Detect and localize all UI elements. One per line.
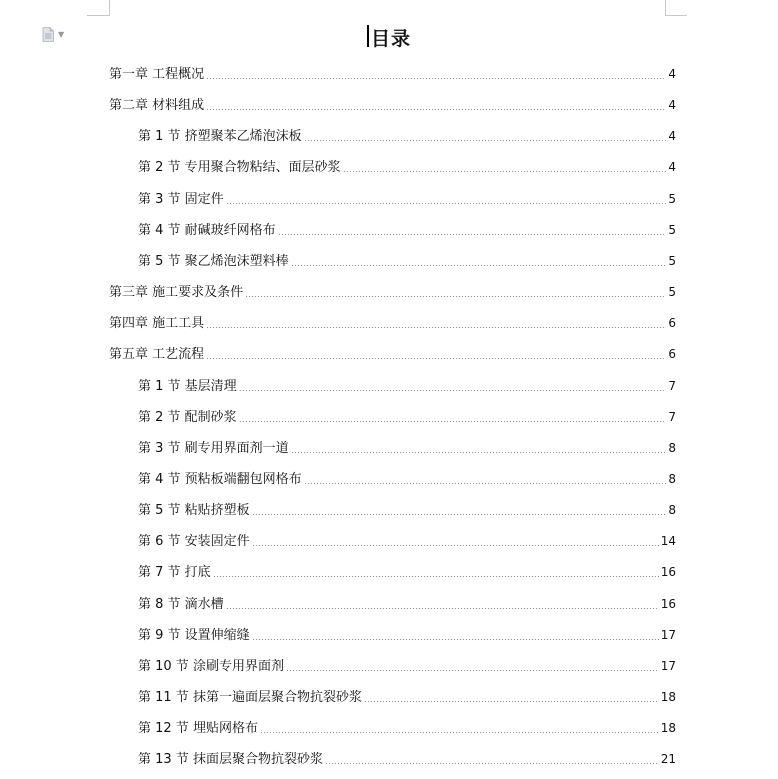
toc-dot-leader [206, 109, 666, 110]
toc-page-number: 5 [668, 192, 676, 206]
toc-section-entry[interactable] [138, 502, 676, 519]
toc-entry-label: 第 4 节 耐碱玻纤网格布 [138, 223, 276, 238]
toc-section-entry[interactable] [138, 596, 676, 613]
caret-down-icon: ▼ [58, 29, 65, 39]
toc-dot-leader [343, 171, 667, 172]
toc-section-entry[interactable] [138, 533, 676, 550]
toc-dot-leader [325, 763, 659, 764]
toc-chapter-entry[interactable] [109, 284, 676, 301]
toc-entry-label: 第 3 节 固定件 [138, 192, 224, 207]
toc-page-number: 17 [660, 628, 676, 642]
toc-dot-leader [206, 78, 666, 79]
page-title-text: 目录 [370, 28, 411, 50]
toc-entry-label: 第二章 材料组成 [109, 98, 205, 113]
toc-dot-leader [206, 327, 666, 328]
toc-entry-label: 第 12 节 埋贴网格布 [138, 721, 258, 736]
toc-entry-label: 第五章 工艺流程 [109, 347, 205, 362]
toc-entry-label: 第 4 节 预粘板端翻包网格布 [138, 472, 302, 487]
toc-entry-label: 第 7 节 打底 [138, 565, 211, 580]
toc-dot-leader [226, 203, 667, 204]
toc-section-entry[interactable] [138, 159, 676, 176]
crop-mark-right-vertical [665, 0, 666, 16]
toc-dot-leader [364, 701, 659, 702]
toc-section-entry[interactable] [138, 222, 676, 239]
title-container [0, 24, 778, 51]
toc-entry-label: 第 11 节 抹第一遍面层聚合物抗裂砂浆 [138, 690, 362, 705]
toc-page-number: 18 [660, 721, 676, 735]
crop-mark-left-vertical [109, 0, 110, 16]
toc-section-entry[interactable] [138, 720, 676, 737]
toc-page-number: 5 [668, 254, 676, 268]
toc-page-number: 17 [660, 659, 676, 673]
toc-entry-label: 第一章 工程概况 [109, 67, 205, 82]
toc-page-number: 5 [668, 223, 676, 237]
toc-dot-leader [239, 421, 667, 422]
toc-section-entry[interactable] [138, 751, 676, 768]
toc-dot-leader [252, 514, 667, 515]
toc-page-number: 4 [668, 98, 676, 112]
toc-dot-leader [291, 265, 667, 266]
crop-mark-left-horizontal [87, 15, 109, 16]
toc-dot-leader [213, 576, 659, 577]
toc-dot-leader [304, 140, 667, 141]
toc-chapter-entry[interactable] [109, 97, 676, 114]
toc-section-entry[interactable] [138, 564, 676, 581]
toc-dot-leader [286, 670, 659, 671]
toc-entry-label: 第 1 节 挤塑聚苯乙烯泡沫板 [138, 129, 302, 144]
toc-page-number: 16 [660, 597, 676, 611]
toc-dot-leader [260, 732, 659, 733]
toc-page-number: 4 [668, 129, 676, 143]
toc-entry-label: 第 3 节 刷专用界面剂一道 [138, 441, 289, 456]
toc-dot-leader [304, 483, 667, 484]
toc-page-number: 4 [668, 67, 676, 81]
toc-section-entry[interactable] [138, 128, 676, 145]
toc-entry-label: 第 13 节 抹面层聚合物抗裂砂浆 [138, 752, 323, 767]
toc-entry-label: 第三章 施工要求及条件 [109, 285, 244, 300]
crop-mark-right-horizontal [665, 15, 687, 16]
toc-section-entry[interactable] [138, 253, 676, 270]
toc-section-entry[interactable] [138, 378, 676, 395]
toc-page-number: 8 [668, 503, 676, 517]
toc-entry-label: 第 5 节 聚乙烯泡沫塑料棒 [138, 254, 289, 269]
toc-page-number: 7 [668, 410, 676, 424]
toc-page-number: 6 [668, 347, 676, 361]
toc-chapter-entry[interactable] [109, 346, 676, 363]
toc-section-entry[interactable] [138, 658, 676, 675]
toc-chapter-entry[interactable] [109, 315, 676, 332]
toc-entry-label: 第 1 节 基层清理 [138, 379, 237, 394]
toc-section-entry[interactable] [138, 627, 676, 644]
toc-dot-leader [206, 358, 666, 359]
toc-dot-leader [252, 545, 659, 546]
toc-page-number: 16 [660, 565, 676, 579]
toc-dot-leader [239, 390, 667, 391]
toc-dot-leader [245, 296, 666, 297]
toc-entry-label: 第 6 节 安装固定件 [138, 534, 250, 549]
toc-section-entry[interactable] [138, 440, 676, 457]
toc-chapter-entry[interactable] [109, 66, 676, 83]
toc-dot-leader [226, 608, 659, 609]
toc-section-entry[interactable] [138, 191, 676, 208]
toc-entry-label: 第 5 节 粘贴挤塑板 [138, 503, 250, 518]
toc-entry-label: 第 2 节 配制砂浆 [138, 410, 237, 425]
toc-section-entry[interactable] [138, 409, 676, 426]
toc-dot-leader [252, 639, 659, 640]
toc-page-number: 21 [660, 752, 676, 766]
page-title[interactable] [367, 24, 411, 51]
toc-section-entry[interactable] [138, 689, 676, 706]
toc-entry-label: 第 10 节 涂刷专用界面剂 [138, 659, 284, 674]
toc-page-number: 14 [660, 534, 676, 548]
toc-page-number: 8 [668, 472, 676, 486]
toc-page-number: 6 [668, 316, 676, 330]
toc-dot-leader [291, 452, 667, 453]
toc-dot-leader [278, 234, 667, 235]
toc-section-entry[interactable] [138, 471, 676, 488]
toc-entry-label: 第四章 施工工具 [109, 316, 205, 331]
toc-entry-label: 第 2 节 专用聚合物粘结、面层砂浆 [138, 160, 341, 175]
toc-page-number: 4 [668, 160, 676, 174]
text-cursor [367, 25, 369, 47]
toc-page-number: 18 [660, 690, 676, 704]
toc-entry-label: 第 9 节 设置伸缩缝 [138, 628, 250, 643]
toc-page-number: 7 [668, 379, 676, 393]
toc-page-number: 5 [668, 285, 676, 299]
toc-entry-label: 第 8 节 滴水槽 [138, 597, 224, 612]
toc-page-number: 8 [668, 441, 676, 455]
